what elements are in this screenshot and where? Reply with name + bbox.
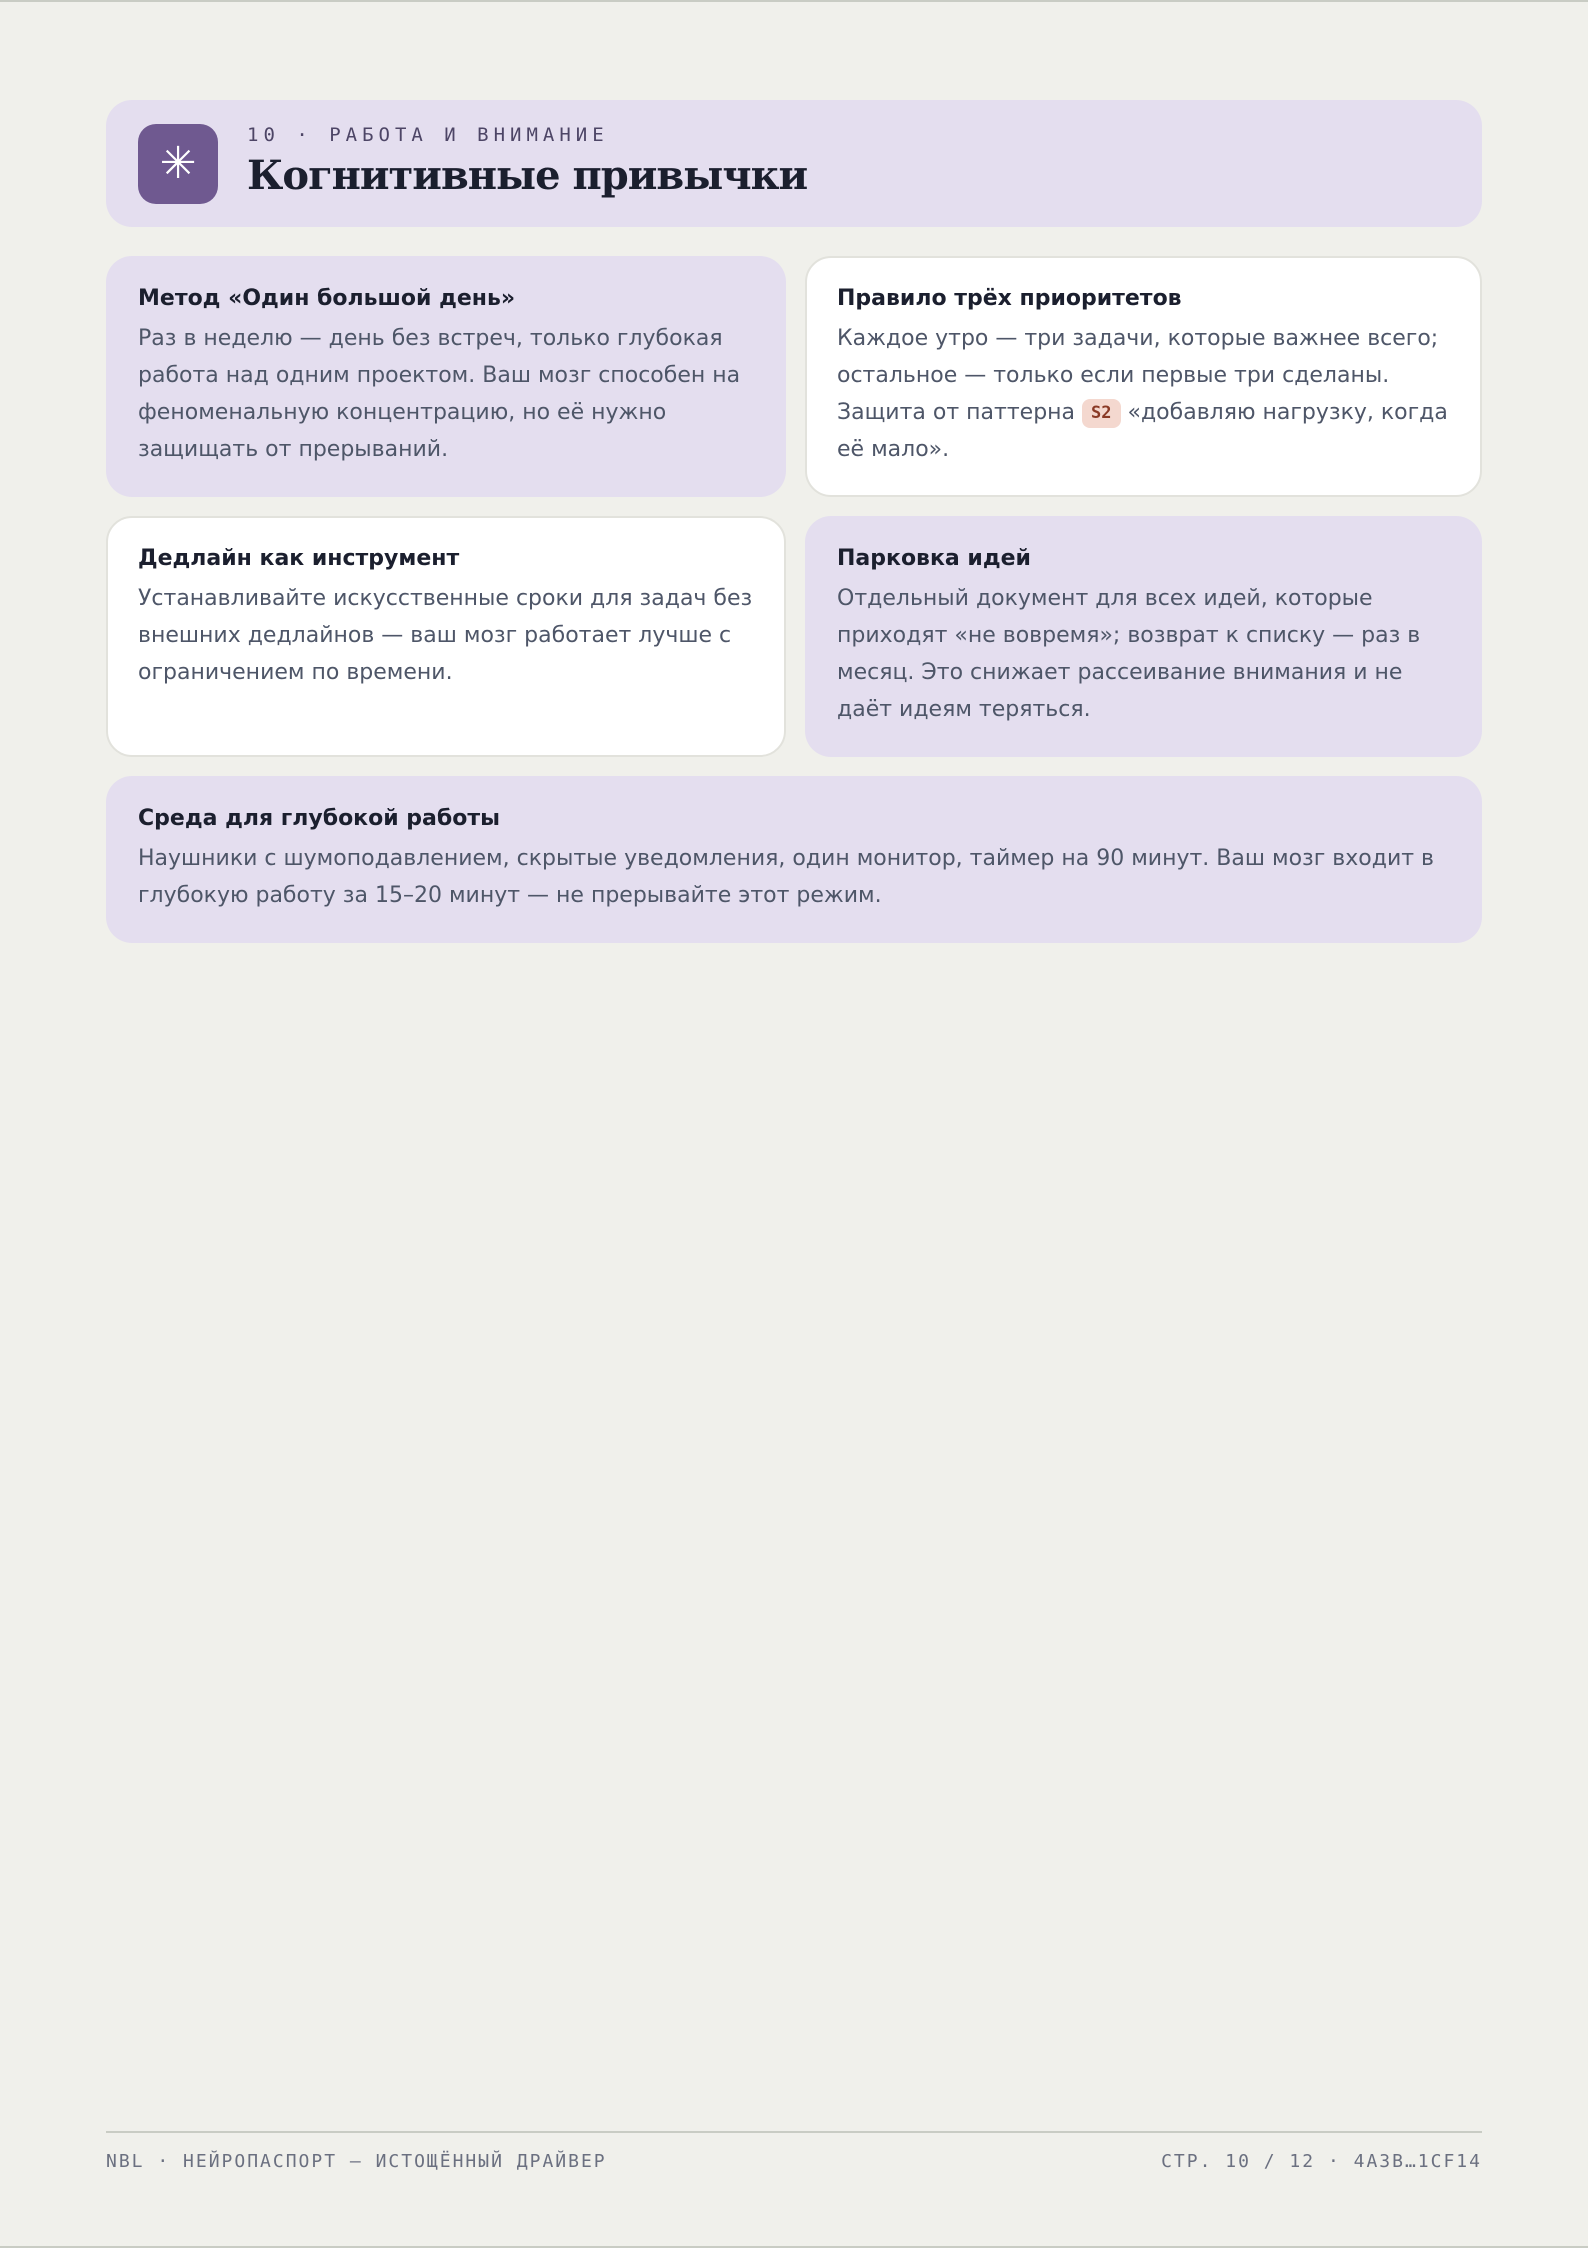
top-border (0, 0, 1588, 2)
card-body-text-end: «добавляю нагрузку, когда её мало». (837, 400, 1448, 462)
card-title: Метод «Один большой день» (138, 286, 516, 311)
habit-card-one-big-day (106, 256, 786, 497)
card-body: Устанавливайте искусственные сроки для задач без внешних дедлайнов — ваш мозг работает лучше с ограничением по времени. (138, 586, 753, 685)
card-body: Отдельный документ для всех идей, которые приходят «не вовремя»; возврат к списку — раз в месяц. Это снижает рассеивание внимания и не даёт идеям теряться. (837, 586, 1421, 722)
footer-page-number: СТР. 10 / 12 · 4A3B…1CF14 (1161, 2151, 1482, 2172)
asterisk-icon: ✳ (138, 124, 218, 204)
card-title: Парковка идей (837, 546, 1031, 571)
card-title: Среда для глубокой работы (138, 806, 501, 831)
card-title: Дедлайн как инструмент (138, 546, 460, 571)
footer-divider (106, 2131, 1482, 2133)
habit-card-deadline-tool (106, 516, 786, 757)
habit-card-idea-parking (805, 516, 1482, 757)
page-title: Когнитивные привычки (247, 152, 808, 199)
card-body: Раз в неделю — день без встреч, только глубокая работа над одним проектом. Ваш мозг способен на феноменальную концентрацию, но её нужно защищать от прерываний. (138, 326, 741, 462)
habit-card-three-priorities (805, 256, 1482, 497)
habit-card-deep-work-environment (106, 776, 1482, 943)
section-header (106, 100, 1482, 227)
card-title: Правило трёх приоритетов (837, 286, 1182, 311)
card-body (837, 320, 1450, 468)
footer-document-label: NBL · НЕЙРОПАСПОРТ — ИСТОЩЁННЫЙ ДРАЙВЕР (106, 2151, 607, 2172)
section-eyebrow: 10 · РАБОТА И ВНИМАНИЕ (247, 124, 609, 146)
card-body: Наушники с шумоподавлением, скрытые уведомления, один монитор, таймер на 90 минут. Ваш мозг входит в глубокую работу за 15–20 минут — не прерывайте этот режим. (138, 846, 1435, 908)
card-body-text: Каждое утро — три задачи, которые важнее всего; остальное — только если первые три сделаны. Защита от паттерна (837, 326, 1439, 425)
pattern-badge: S2 (1082, 399, 1120, 428)
